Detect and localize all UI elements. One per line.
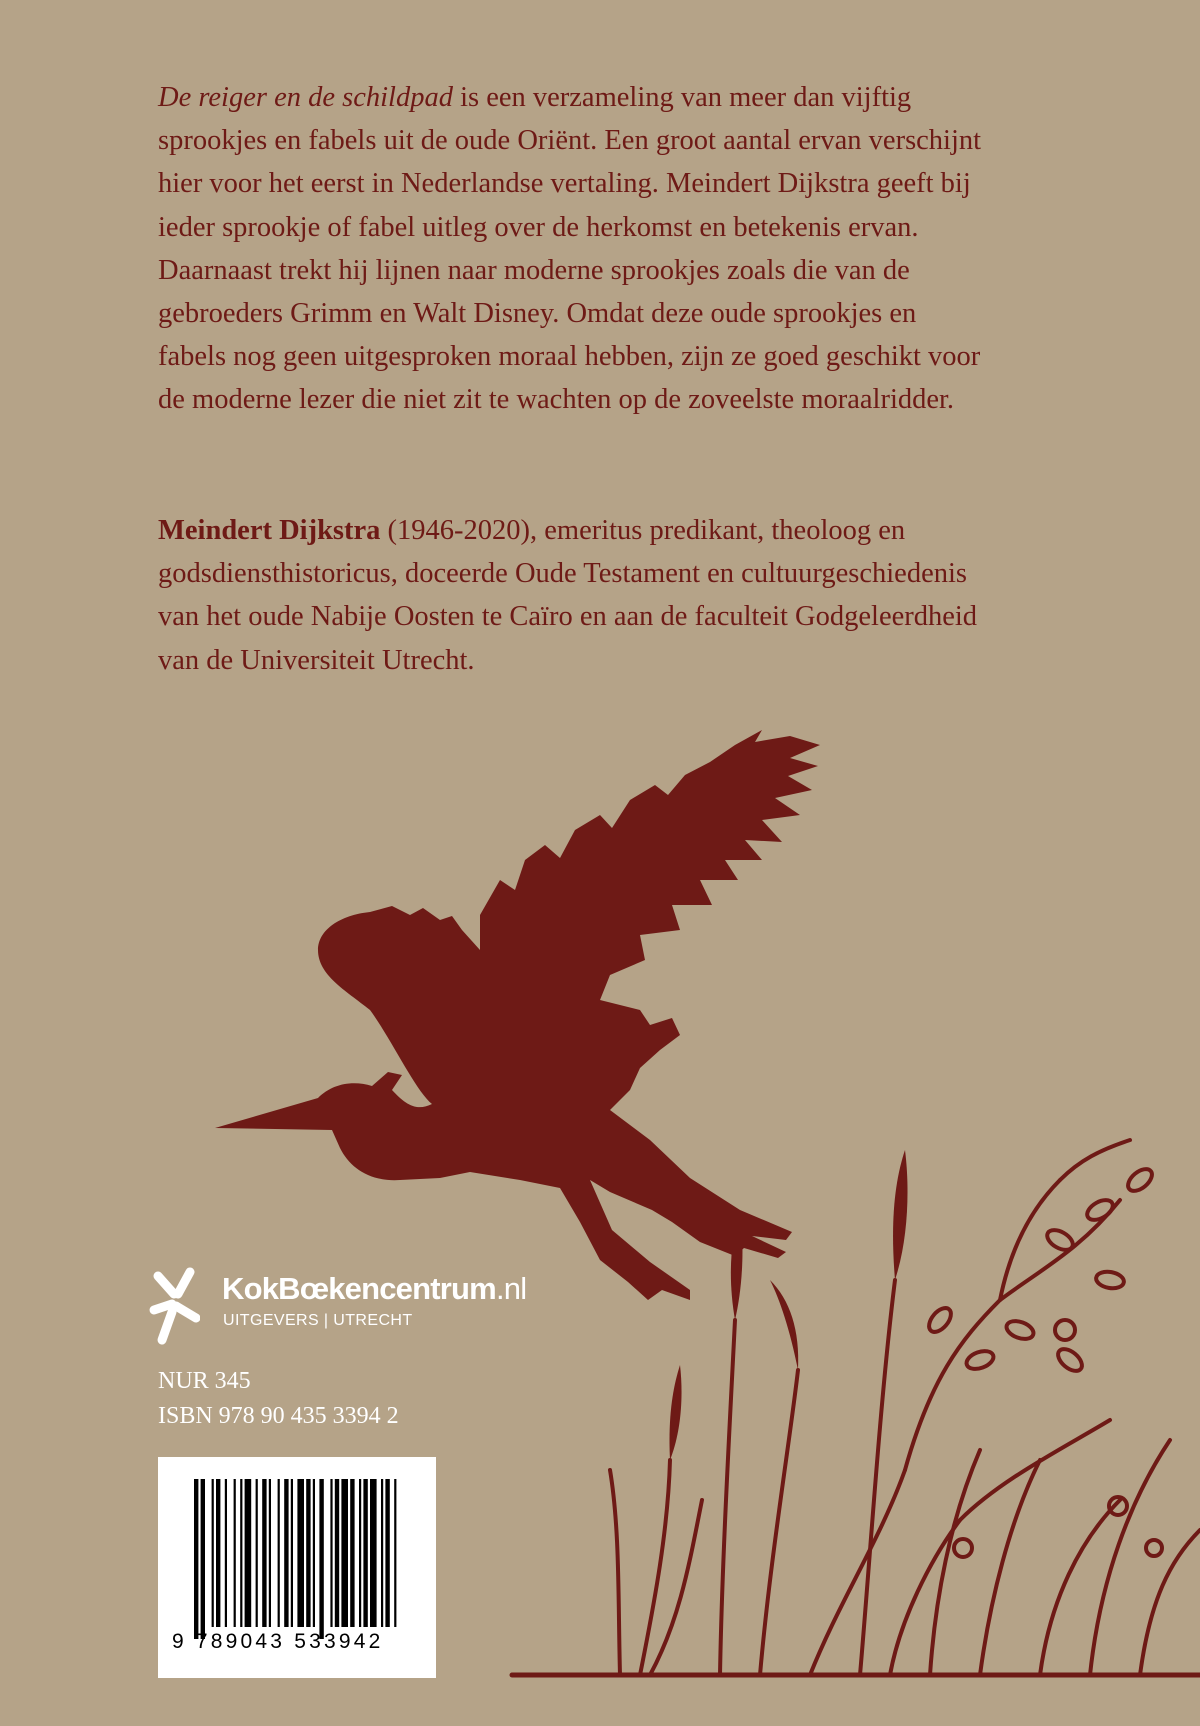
- barcode-bar: [385, 1479, 389, 1627]
- barcode-bar: [201, 1479, 205, 1639]
- barcode-bar: [245, 1479, 252, 1627]
- isbn-number: ISBN 978 90 435 3394 2: [158, 1403, 399, 1429]
- barcode-bar: [234, 1479, 236, 1627]
- barcode-bar: [394, 1479, 396, 1627]
- barcode-bar: [216, 1479, 220, 1627]
- publisher-name: KokBœkencentrum: [222, 1271, 496, 1306]
- barcode-bar: [297, 1479, 304, 1627]
- barcode-digits: 9 789043 533942: [172, 1630, 384, 1653]
- barcode-bar: [370, 1479, 377, 1627]
- barcode-bar: [262, 1479, 266, 1627]
- barcode-bar: [291, 1479, 293, 1627]
- barcode-bar: [350, 1479, 354, 1627]
- barcode-bar: [363, 1479, 367, 1627]
- publisher-logo: [222, 1271, 526, 1307]
- barcode-bar: [194, 1479, 198, 1639]
- barcode-bar: [269, 1479, 271, 1627]
- heron-icon: [215, 730, 820, 1300]
- barcode-bar: [359, 1479, 361, 1627]
- barcode-bar: [256, 1479, 258, 1627]
- author-name: Meindert Dijkstra: [158, 515, 381, 546]
- barcode-bar: [319, 1479, 323, 1639]
- publisher-tld: .nl: [495, 1271, 527, 1306]
- kok-boekencentrum-star-icon: [148, 1266, 200, 1348]
- reeds-icon: [512, 1140, 1200, 1675]
- publisher-subtitle: UITGEVERS | UTRECHT: [223, 1312, 413, 1329]
- nur-code: NUR 345: [158, 1368, 251, 1394]
- book-title: De reiger en de schildpad: [158, 82, 453, 113]
- barcode-bar: [381, 1479, 383, 1627]
- barcode-bar: [278, 1479, 280, 1627]
- barcode-bar: [330, 1479, 332, 1627]
- barcode-bar: [240, 1479, 242, 1627]
- barcode-bar: [341, 1479, 348, 1627]
- barcode-bar: [313, 1479, 315, 1627]
- barcode-bar: [212, 1479, 214, 1627]
- barcode-bar: [306, 1479, 310, 1627]
- author-bio-text: (1946-2020), emeritus predikant, theoloog en godsdiensthistoricus, doceerde Oude Testament en cultuurgeschiedenis van het oude Nabije Oosten te Caïro en aan de faculteit Godgeleerdheid van de Universiteit Utrecht.: [158, 515, 978, 676]
- barcode-bar: [225, 1479, 227, 1627]
- barcode-bar: [284, 1479, 288, 1627]
- blurb-text: is een verzameling van meer dan vijftig sprookjes en fabels uit de oude Oriënt. Een groot aantal ervan verschijnt hier voor het eerst in Nederlandse vertaling. Meindert Dijkstra geeft bij ieder sprookje of fabel uitleg over de herkomst en betekenis ervan. Daarnaast trekt hij lijnen naar moderne sprookjes zoals die van de gebroeders Grimm en Walt Disney. Omdat deze oude sprookjes en fabels nog geen uitgesproken moraal hebben, zijn ze goed geschikt voor de moderne lezer die niet zit te wachten op de zoveelste moraalridder.: [158, 82, 982, 416]
- barcode-bar: [335, 1479, 339, 1627]
